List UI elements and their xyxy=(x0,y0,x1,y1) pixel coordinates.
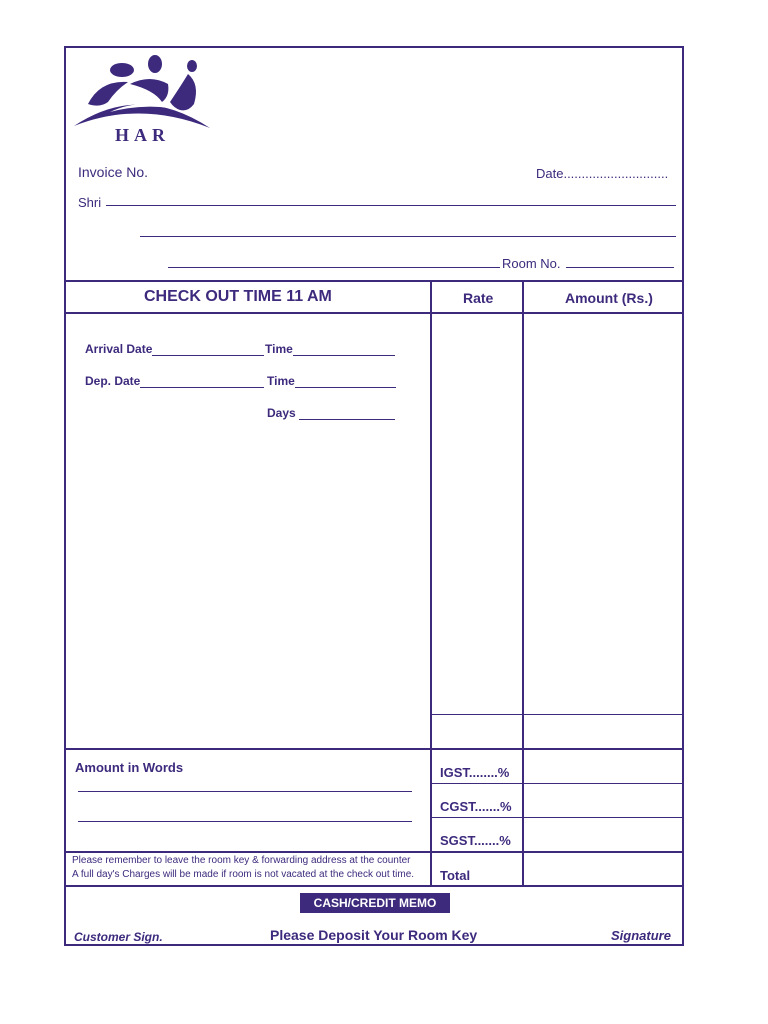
invoice-frame xyxy=(64,46,684,946)
departure-date-label: Dep. Date xyxy=(85,374,141,388)
cash-credit-memo-badge: CASH/CREDIT MEMO xyxy=(300,893,450,913)
room-number-label: Room No. xyxy=(502,256,561,271)
subtotal-divider xyxy=(430,714,684,715)
cgst-divider xyxy=(430,817,684,818)
amount-in-words-label: Amount in Words xyxy=(75,760,184,775)
room-number-line[interactable] xyxy=(566,267,674,268)
shri-line[interactable] xyxy=(106,205,676,206)
cgst-label: CGST.......% xyxy=(440,799,512,814)
tax-section-divider xyxy=(64,748,684,750)
rate-column-divider xyxy=(430,280,432,886)
departure-date-line[interactable] xyxy=(140,387,264,388)
arrival-date-line[interactable] xyxy=(152,355,264,356)
column-header-divider xyxy=(64,312,684,314)
arrival-date-label: Arrival Date xyxy=(85,342,153,356)
hotel-name: HAR xyxy=(115,125,170,145)
footer-divider xyxy=(64,885,684,887)
igst-label: IGST........% xyxy=(440,765,510,780)
departure-time-label: Time xyxy=(267,374,295,388)
invoice-number-label: Invoice No. xyxy=(78,164,149,180)
arrival-time-label: Time xyxy=(265,342,293,356)
arrival-time-line[interactable] xyxy=(293,355,395,356)
hotel-logo-icon xyxy=(70,52,215,132)
room-key-note: Please remember to leave the room key & forwarding address at the counter xyxy=(72,855,411,866)
customer-sign-label: Customer Sign. xyxy=(74,930,163,944)
address-line-2[interactable] xyxy=(168,267,500,268)
amount-column-divider xyxy=(522,280,524,886)
header-divider xyxy=(64,280,684,282)
charges-note: A full day's Charges will be made if room is not vacated at the check out time. xyxy=(72,869,415,880)
sgst-divider xyxy=(64,851,684,853)
amount-words-line-1[interactable] xyxy=(78,791,412,792)
days-line[interactable] xyxy=(299,419,395,420)
sgst-label: SGST.......% xyxy=(440,833,511,848)
departure-time-line[interactable] xyxy=(295,387,396,388)
amount-column-header: Amount (Rs.) xyxy=(565,290,653,306)
rate-column-header: Rate xyxy=(463,290,494,306)
igst-divider xyxy=(430,783,684,784)
total-label: Total xyxy=(440,868,471,883)
deposit-room-key-label: Please Deposit Your Room Key xyxy=(270,927,478,943)
checkout-time-heading: CHECK OUT TIME 11 AM xyxy=(144,288,332,305)
address-line[interactable] xyxy=(140,236,676,237)
days-label: Days xyxy=(267,406,296,420)
date-label: Date............................. xyxy=(536,166,669,181)
amount-words-line-2[interactable] xyxy=(78,821,412,822)
shri-label: Shri xyxy=(78,195,102,210)
signature-label: Signature xyxy=(611,928,671,943)
